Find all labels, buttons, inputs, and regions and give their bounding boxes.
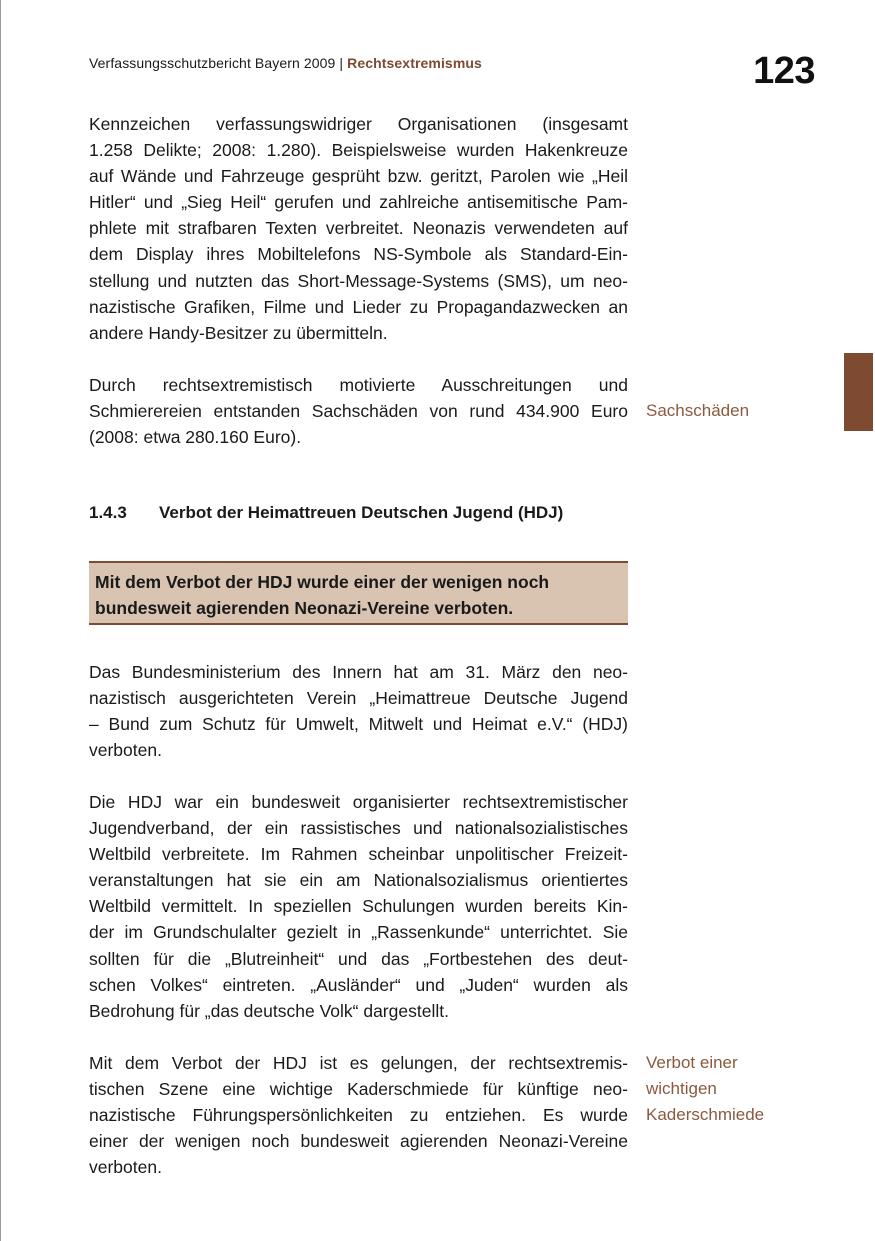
text-line: sollten für die „Blutreinheit“ und das „Fortbestehen des deut- — [89, 948, 628, 969]
text-line: andere Handy-Besitzer zu übermitteln. — [89, 322, 388, 343]
section-title: Verbot der Heimattreuen Deutschen Jugend (HDJ) — [159, 503, 564, 522]
text-line: Durch rechtsextremistisch motivierte Ausschreitungen und — [89, 375, 628, 395]
margin-note-line: Kaderschmiede — [646, 1105, 765, 1125]
running-header — [89, 55, 482, 71]
text-line: Die HDJ war ein bundesweit organisierter rechtsextremistischer — [89, 792, 628, 812]
section-number: 1.4.3 — [89, 503, 127, 522]
text-line: nazistische Grafiken, Filme und Lieder zu Propagandazwecken an — [89, 296, 628, 317]
paragraph-kennzeichen — [89, 111, 628, 346]
text-line: der im Grundschulalter gezielt in „Rassenkunde“ unterrichtet. Sie — [89, 922, 628, 943]
paragraph-verbot-ergebnis — [89, 1050, 628, 1180]
text-line: 1.258 Delikte; 2008: 1.280). Beispielsweise wurden Hakenkreuze — [89, 140, 628, 161]
paragraph-hdj-beschreibung — [89, 789, 628, 1024]
section-heading — [89, 503, 563, 523]
text-line: Kennzeichen verfassungswidriger Organisationen (insgesamt — [89, 114, 628, 134]
callout-line: Mit dem Verbot der HDJ wurde einer der wenigen noch — [95, 572, 550, 592]
header-title: Verfassungsschutzbericht Bayern 2009 | — [89, 55, 344, 71]
text-line: – Bund zum Schutz für Umwelt, Mitwelt und Heimat e.V.“ (HDJ) — [89, 714, 628, 735]
margin-note-line: Verbot einer — [646, 1053, 738, 1072]
text-line: phlete mit strafbaren Texten verbreitet. Neonazis verwendeten auf — [89, 218, 628, 239]
text-line: nazistische Führungspersönlichkeiten zu entziehen. Es wurde — [89, 1105, 628, 1126]
text-line: nazistisch ausgerichteten Verein „Heimattreue Deutsche Jugend — [89, 688, 628, 709]
text-line: einer der wenigen noch bundesweit agierenden Neonazi-Vereine — [89, 1131, 628, 1152]
header-section: Rechtsextremismus — [347, 55, 482, 71]
page-number: 123 — [753, 50, 815, 92]
text-line: stellung und nutzten das Short-Message-Systems (SMS), um neo- — [89, 270, 628, 291]
text-line: Bedrohung für „das deutsche Volk“ dargestellt. — [89, 1000, 449, 1021]
summary-callout — [89, 561, 628, 625]
text-line: verboten. — [89, 740, 162, 761]
paragraph-bundesministerium — [89, 659, 628, 763]
text-line: Weltbild verbreitete. Im Rahmen scheinbar unpolitischer Freizeit- — [89, 844, 628, 865]
chapter-tab-marker — [844, 353, 873, 431]
margin-note-sachschaeden: Sachschäden — [646, 401, 750, 420]
page-edge — [0, 0, 1, 1241]
text-line: tischen Szene eine wichtige Kaderschmiede für künftige neo- — [89, 1079, 628, 1100]
margin-note-line: wichtigen — [646, 1079, 717, 1099]
paragraph-ausschreitungen — [89, 372, 628, 450]
text-line: auf Wände und Fahrzeuge gesprüht bzw. geritzt, Parolen wie „Heil — [89, 166, 628, 187]
text-line: Mit dem Verbot der HDJ ist es gelungen, der rechtsextremis- — [89, 1053, 628, 1073]
text-line: Jugendverband, der ein rassistisches und nationalsozialistisches — [89, 818, 628, 839]
text-line: dem Display ihres Mobiltelefons NS-Symbole als Standard-Ein- — [89, 244, 628, 265]
text-line: Weltbild vermittelt. In speziellen Schulungen wurden bereits Kin- — [89, 896, 628, 917]
text-line: (2008: etwa 280.160 Euro). — [89, 427, 302, 448]
text-line: schen Volkes“ eintreten. „Ausländer“ und „Juden“ wurden als — [89, 974, 628, 995]
text-line: Hitler“ und „Sieg Heil“ gerufen und zahlreiche antisemitische Pam- — [89, 192, 628, 213]
margin-note-verbot — [646, 1050, 764, 1128]
text-line: Das Bundesministerium des Innern hat am 31. März den neo- — [89, 662, 628, 682]
text-line: Schmierereien entstanden Sachschäden von rund 434.900 Euro — [89, 401, 628, 422]
text-line: veranstaltungen hat sie ein am Nationalsozialismus orientiertes — [89, 870, 628, 891]
callout-line: bundesweit agierenden Neonazi-Vereine verboten. — [95, 598, 514, 618]
text-line: verboten. — [89, 1157, 162, 1178]
